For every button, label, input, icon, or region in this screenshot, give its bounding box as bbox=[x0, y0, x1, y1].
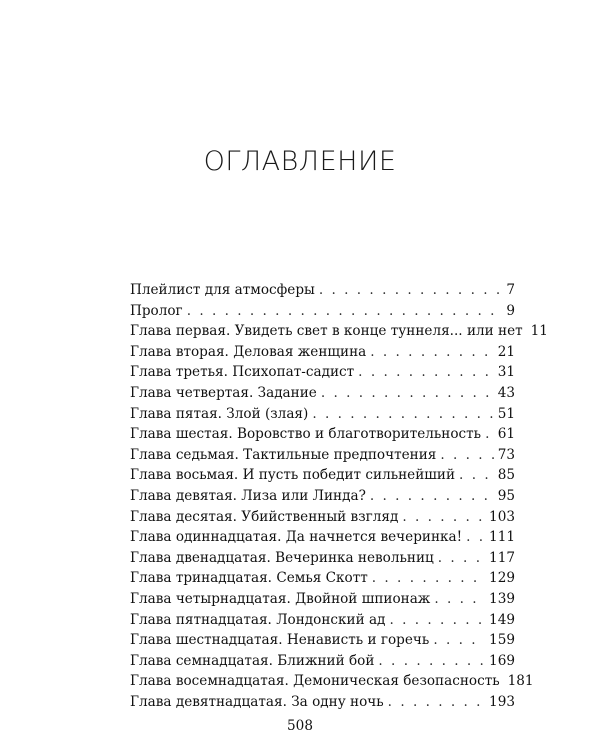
toc-entry-title: Глава пятая. Злой (злая) bbox=[130, 405, 309, 422]
toc-leader-dots bbox=[312, 404, 493, 425]
toc-entry bbox=[130, 321, 548, 342]
toc-entry-page: 43 bbox=[497, 384, 515, 401]
toc-entry-title: Глава первая. Увидеть свет в конце туннеля... или нет bbox=[130, 323, 523, 340]
toc-entry-page: 149 bbox=[489, 611, 515, 628]
toc-entry-title: Глава третья. Психопат-садист bbox=[130, 364, 355, 381]
toc-leader-dots bbox=[370, 342, 493, 363]
toc-entry-page: 117 bbox=[489, 549, 515, 566]
toc-entry bbox=[130, 630, 515, 651]
toc-entry-page: 193 bbox=[489, 693, 515, 710]
toc-entry-title: Глава восьмая. И пусть победит сильнейший bbox=[130, 467, 456, 484]
toc-entry-title: Глава десятая. Убийственный взгляд bbox=[130, 508, 399, 525]
toc-entry bbox=[130, 445, 515, 466]
toc-entry-page: 95 bbox=[497, 487, 515, 504]
toc-leader-dots bbox=[358, 362, 494, 383]
toc-entry bbox=[130, 301, 515, 322]
toc-entry-page: 111 bbox=[489, 529, 515, 546]
toc-entry-page: 129 bbox=[489, 570, 515, 587]
toc-entry-page: 181 bbox=[507, 673, 534, 690]
toc-entry-page: 51 bbox=[497, 405, 515, 422]
toc-leader-dots bbox=[372, 568, 485, 589]
toc-entry-page: 21 bbox=[497, 343, 515, 360]
toc-entry-page: 61 bbox=[497, 426, 515, 443]
toc-entry-page: 159 bbox=[489, 632, 515, 649]
toc-entry-title: Глава седьмая. Тактильные предпочтения bbox=[130, 446, 437, 463]
toc-entry-title: Глава девятнадцатая. За одну ночь bbox=[130, 693, 384, 710]
toc-entry-title: Глава четырнадцатая. Двойной шпионаж bbox=[130, 590, 431, 607]
toc-entry-title: Глава семнадцатая. Ближний бой bbox=[130, 652, 375, 669]
toc-leader-dots bbox=[378, 651, 485, 672]
table-of-contents bbox=[130, 280, 548, 712]
toc-entry bbox=[130, 280, 515, 301]
toc-entry bbox=[130, 589, 515, 610]
toc-entry-page: 31 bbox=[497, 364, 515, 381]
toc-entry bbox=[130, 527, 515, 548]
toc-entry bbox=[130, 424, 515, 445]
toc-entry bbox=[130, 568, 515, 589]
page-number: 508 bbox=[287, 718, 313, 734]
toc-leader-dots bbox=[319, 280, 502, 301]
toc-leader-dots bbox=[402, 507, 485, 528]
toc-heading: ОГЛАВЛЕНИЕ bbox=[203, 146, 397, 177]
toc-entry-title: Глава пятнадцатая. Лондонский ад bbox=[130, 611, 386, 628]
toc-entry bbox=[130, 362, 515, 383]
toc-leader-dots bbox=[466, 527, 485, 548]
toc-entry-page: 169 bbox=[489, 652, 515, 669]
toc-entry bbox=[130, 404, 515, 425]
toc-leader-dots bbox=[389, 610, 485, 631]
toc-leader-dots bbox=[485, 424, 494, 445]
toc-entry-page: 9 bbox=[506, 302, 515, 319]
toc-entry-title: Глава восемнадцатая. Демоническая безопасность bbox=[130, 673, 500, 690]
toc-leader-dots bbox=[440, 445, 493, 466]
toc-entry bbox=[130, 692, 515, 713]
toc-entry-title: Пролог bbox=[130, 302, 183, 319]
toc-entry-title: Глава шестая. Воровство и благотворительность bbox=[130, 426, 482, 443]
toc-leader-dots bbox=[434, 589, 485, 610]
toc-leader-dots bbox=[370, 486, 494, 507]
toc-entry bbox=[130, 465, 515, 486]
toc-entry-page: 73 bbox=[497, 446, 515, 463]
toc-entry-title: Глава тринадцатая. Семья Скотт bbox=[130, 570, 368, 587]
toc-entry bbox=[130, 507, 515, 528]
toc-entry-page: 103 bbox=[489, 508, 515, 525]
toc-leader-dots bbox=[187, 301, 503, 322]
toc-entry-title: Глава одиннадцатая. Да начнется вечеринка! bbox=[130, 529, 463, 546]
toc-entry-title: Плейлист для атмосферы bbox=[130, 282, 315, 298]
toc-entry-title: Глава четвертая. Задание bbox=[130, 384, 317, 401]
toc-entry bbox=[130, 610, 515, 631]
toc-entry bbox=[130, 383, 515, 404]
toc-leader-dots bbox=[433, 630, 485, 651]
toc-leader-dots bbox=[321, 383, 494, 404]
toc-leader-dots bbox=[388, 692, 485, 713]
toc-leader-dots bbox=[438, 548, 485, 569]
toc-entry-page: 11 bbox=[530, 323, 548, 340]
toc-entry bbox=[130, 548, 515, 569]
toc-entry bbox=[130, 651, 515, 672]
toc-leader-dots bbox=[459, 465, 494, 486]
toc-entry-page: 139 bbox=[489, 590, 515, 607]
toc-entry bbox=[130, 671, 534, 692]
toc-entry-title: Глава двенадцатая. Вечеринка невольниц bbox=[130, 549, 434, 566]
toc-entry bbox=[130, 486, 515, 507]
toc-entry-page: 85 bbox=[497, 467, 515, 484]
toc-entry-title: Глава девятая. Лиза или Линда? bbox=[130, 487, 366, 504]
toc-entry-title: Глава шестнадцатая. Ненависть и горечь bbox=[130, 632, 430, 649]
toc-entry-page: 7 bbox=[506, 282, 515, 298]
toc-entry-title: Глава вторая. Деловая женщина bbox=[130, 343, 367, 360]
toc-entry bbox=[130, 342, 515, 363]
